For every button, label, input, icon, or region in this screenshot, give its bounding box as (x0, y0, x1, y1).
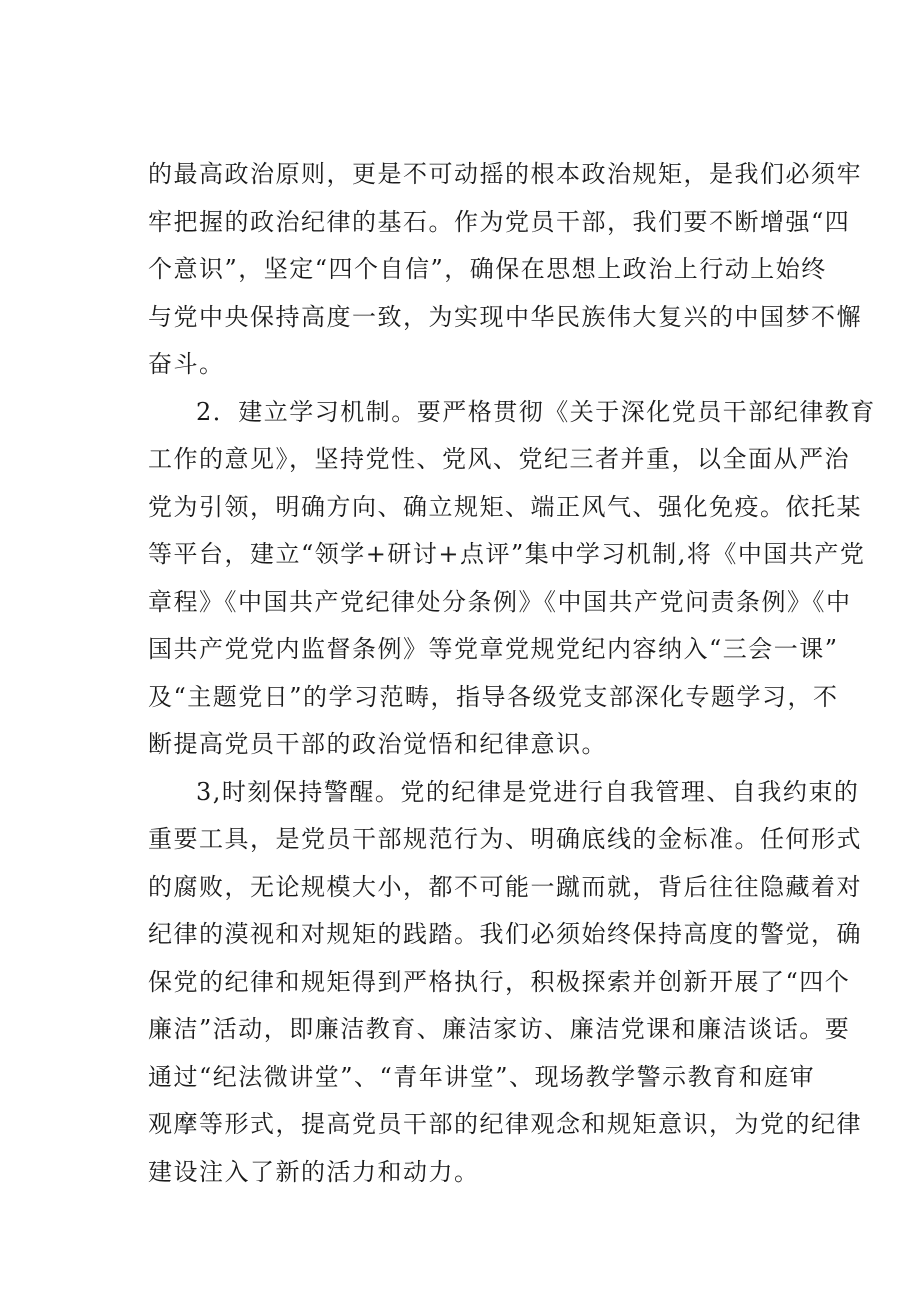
document-body (148, 151, 876, 1196)
text-line: 奋斗。 (148, 350, 225, 378)
paragraph-heading-line: 3,时刻保持警醒。党的纪律是党进行自我管理、自我约束的 (196, 777, 860, 806)
text-line: 牢把握的政治纪律的基石。作为党员干部，我们要不断增强“四 (148, 207, 851, 236)
text-line: 个意识”，坚定“四个自信”，确保在思想上政治上行动上始终 (148, 255, 827, 283)
text-line: 工作的意见》，坚持党性、党风、党纪三者并重，以全面从严治 (148, 445, 850, 473)
text-line: 的腐败，无论规模大小，都不可能一蹴而就，背后往往隐藏着对 (148, 872, 862, 901)
text-line: 保党的纪律和规矩得到严格执行，积极探索并创新开展了“四个 (148, 967, 851, 996)
text-line: 通过“纪法微讲堂”、“青年讲堂”、现场教学警示教育和庭审 (148, 1062, 816, 1091)
text-line: 重要工具，是党员干部规范行为、明确底线的金标准。任何形式 (148, 825, 862, 853)
text-line: 观摩等形式，提高党员干部的纪律观念和规矩意识，为党的纪律 (148, 1110, 862, 1138)
text-line: 纪律的漠视和对规矩的践踏。我们必须始终保持高度的警觉，确 (148, 920, 862, 948)
text-line: 建设注入了新的活力和动力。 (148, 1157, 480, 1186)
text-line: 等平台，建立“领学+研讨+点评”集中学习机制,将《中国共产党 (148, 540, 866, 568)
text-line: 与党中央保持高度一致，为实现中华民族伟大复兴的中国梦不懈 (148, 302, 862, 331)
text-line: 廉洁”活动，即廉洁教育、廉洁家访、廉洁党课和廉洁谈话。要 (148, 1015, 851, 1043)
paragraph-heading-line: 2．建立学习机制。要严格贯彻《关于深化党员干部纪律教育 (196, 397, 876, 426)
text-line: 及“主题党日”的学习范畴，指导各级党支部深化专题学习，不 (148, 682, 839, 711)
text-line: 党为引领，明确方向、确立规矩、端正风气、强化免疫。依托某 (148, 492, 862, 521)
text-line: 章程》《中国共产党纪律处分条例》《中国共产党问责条例》《中 (148, 587, 852, 616)
text-line: 断提高党员干部的政治觉悟和纪律意识。 (148, 730, 607, 758)
text-line: 国共产党党内监督条例》等党章党规党纪内容纳入“三会一课” (148, 635, 839, 663)
text-line: 的最高政治原则，更是不可动摇的根本政治规矩，是我们必须牢 (148, 160, 862, 188)
